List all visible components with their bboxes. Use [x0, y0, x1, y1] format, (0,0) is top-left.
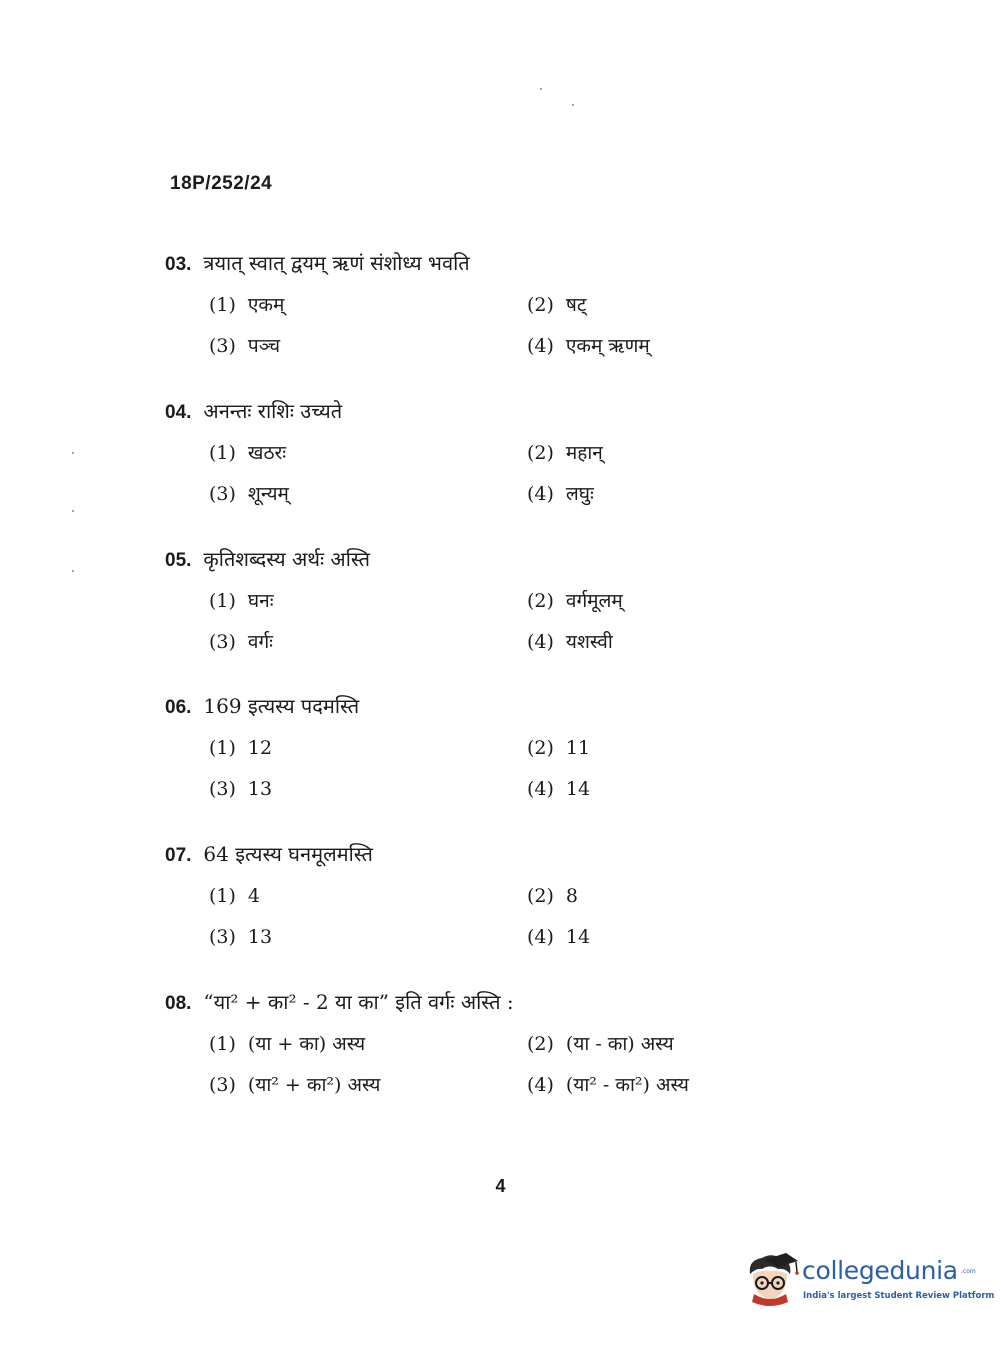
option-number: (2)	[527, 590, 554, 612]
question-number: 05.	[165, 550, 192, 571]
question-03	[165, 249, 785, 375]
option-4	[527, 1071, 689, 1099]
option-4	[527, 923, 590, 951]
question-text: कृतिशब्दस्य अर्थः अस्ति	[203, 547, 371, 571]
option-text: 8	[565, 885, 579, 907]
option-number: (2)	[527, 885, 554, 907]
options-grid	[165, 1030, 785, 1114]
question-stem	[165, 397, 785, 427]
question-number: 06.	[165, 697, 192, 718]
option-number: (4)	[527, 631, 554, 653]
option-1	[209, 1030, 365, 1058]
option-1	[209, 587, 274, 615]
question-stem	[165, 840, 785, 870]
scan-speck	[540, 88, 542, 90]
option-text: यशस्वी	[565, 631, 613, 653]
option-1	[209, 439, 286, 467]
option-number: (3)	[209, 631, 236, 653]
option-text: महान्	[565, 442, 603, 464]
option-number: (1)	[209, 442, 236, 464]
collegedunia-watermark	[742, 1248, 995, 1310]
option-text: 13	[247, 778, 273, 800]
scan-speck	[72, 452, 74, 454]
scan-speck	[72, 570, 74, 572]
question-stem	[165, 692, 785, 722]
option-text: 14	[565, 778, 591, 800]
option-4	[527, 775, 590, 803]
option-1	[209, 291, 284, 319]
option-1	[209, 882, 260, 910]
option-number: (3)	[209, 926, 236, 948]
page-number: 4	[495, 1176, 506, 1196]
options-grid	[165, 291, 785, 375]
question-stem	[165, 545, 785, 575]
question-05	[165, 545, 785, 671]
option-1	[209, 734, 272, 762]
question-text: “या² + का² - 2 या का” इति वर्गः अस्ति :	[203, 990, 514, 1014]
option-number: (1)	[209, 294, 236, 316]
question-number: 07.	[165, 845, 192, 866]
option-4	[527, 628, 613, 656]
option-4	[527, 480, 594, 508]
option-text: 11	[565, 737, 591, 759]
option-number: (2)	[527, 294, 554, 316]
option-number: (3)	[209, 483, 236, 505]
option-2	[527, 734, 590, 762]
question-number: 08.	[165, 993, 192, 1014]
paper-code: 18P/252/24	[170, 173, 273, 194]
option-number: (4)	[527, 335, 554, 357]
question-number: 03.	[165, 254, 192, 275]
option-number: (3)	[209, 778, 236, 800]
option-text: (या - का) अस्य	[565, 1033, 674, 1055]
option-text: वर्गः	[247, 631, 274, 653]
question-text: 64 इत्यस्य घनमूलमस्ति	[203, 842, 373, 866]
option-text: 4	[247, 885, 261, 907]
brand-name: collegedunia	[802, 1256, 958, 1285]
option-text: पञ्च	[247, 335, 281, 357]
question-text: 169 इत्यस्य पदमस्ति	[203, 694, 360, 718]
question-stem	[165, 988, 785, 1018]
option-text: घनः	[247, 590, 274, 612]
option-number: (1)	[209, 737, 236, 759]
option-number: (1)	[209, 590, 236, 612]
option-2	[527, 882, 578, 910]
option-number: (2)	[527, 442, 554, 464]
option-3	[209, 480, 289, 508]
option-text: एकम् ऋणम्	[565, 335, 650, 357]
option-number: (1)	[209, 885, 236, 907]
option-text: शून्यम्	[247, 483, 289, 505]
option-text: (या² + का²) अस्य	[247, 1074, 381, 1096]
brand-domain-suffix: .com	[961, 1268, 976, 1275]
option-4	[527, 332, 650, 360]
options-grid	[165, 439, 785, 523]
option-text: षट्	[565, 294, 587, 316]
option-2	[527, 439, 603, 467]
question-08	[165, 988, 785, 1114]
option-number: (4)	[527, 483, 554, 505]
question-stem	[165, 249, 785, 279]
option-3	[209, 1071, 380, 1099]
scan-speck	[72, 510, 74, 512]
option-text: (या + का) अस्य	[247, 1033, 366, 1055]
question-text: त्रयात् स्वात् द्वयम् ऋणं संशोध्य भवति	[203, 251, 470, 275]
scan-speck	[572, 104, 574, 106]
options-grid	[165, 734, 785, 818]
option-3	[209, 923, 272, 951]
option-text: 12	[247, 737, 273, 759]
mascot-logo-icon	[742, 1250, 800, 1308]
option-3	[209, 775, 272, 803]
option-text: लघुः	[565, 483, 594, 505]
option-text: एकम्	[247, 294, 285, 316]
option-number: (2)	[527, 737, 554, 759]
option-3	[209, 332, 280, 360]
question-06	[165, 692, 785, 818]
option-3	[209, 628, 273, 656]
question-number: 04.	[165, 402, 192, 423]
options-grid	[165, 587, 785, 671]
question-07	[165, 840, 785, 966]
option-text: (या² - का²) अस्य	[565, 1074, 689, 1096]
option-2	[527, 1030, 674, 1058]
option-number: (4)	[527, 926, 554, 948]
option-number: (3)	[209, 1074, 236, 1096]
question-04	[165, 397, 785, 523]
option-text: 14	[565, 926, 591, 948]
option-number: (4)	[527, 778, 554, 800]
option-2	[527, 291, 586, 319]
option-number: (3)	[209, 335, 236, 357]
option-number: (2)	[527, 1033, 554, 1055]
question-text: अनन्तः राशिः उच्यते	[203, 399, 343, 423]
option-text: खठरः	[247, 442, 287, 464]
option-number: (4)	[527, 1074, 554, 1096]
option-number: (1)	[209, 1033, 236, 1055]
option-text: वर्गमूलम्	[565, 590, 623, 612]
brand-tagline: India's largest Student Review Platform	[803, 1291, 995, 1301]
options-grid	[165, 882, 785, 966]
option-2	[527, 587, 623, 615]
option-text: 13	[247, 926, 273, 948]
